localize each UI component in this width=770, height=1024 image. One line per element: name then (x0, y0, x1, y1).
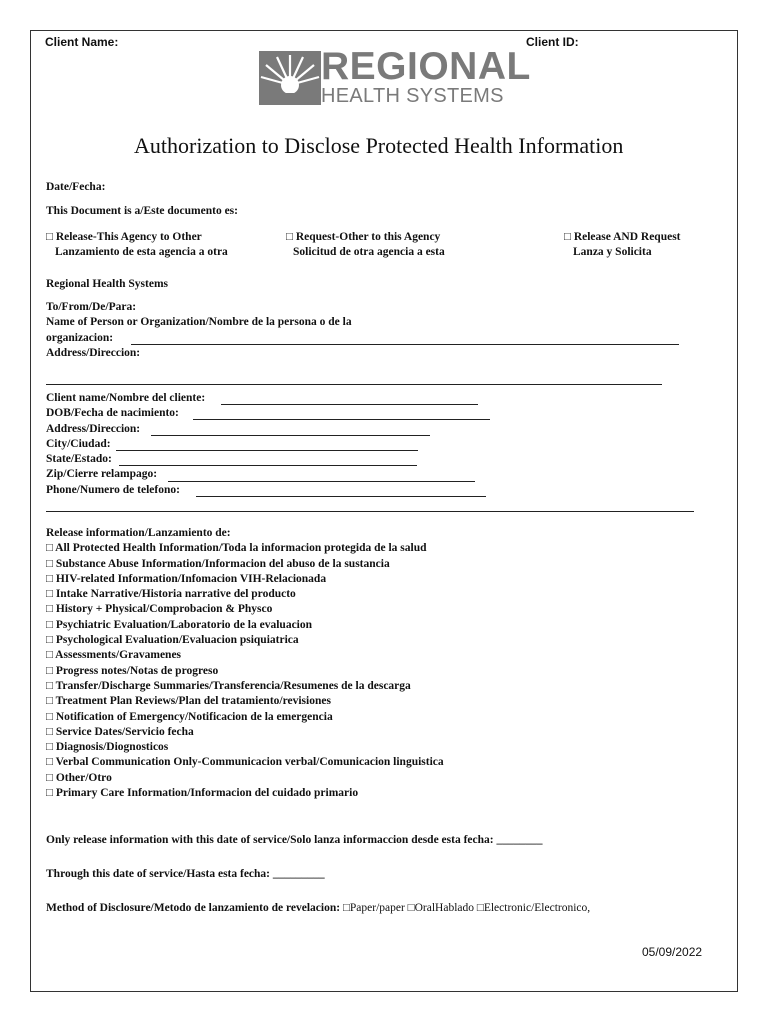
release-item-primary-care[interactable]: □ Primary Care Information/Informacion del cuidado primario (46, 787, 359, 800)
option-request-line2: Solicitud de otra agencia a esta (293, 246, 445, 259)
release-item-diagnosis[interactable]: □ Diagnosis/Diognosticos (46, 741, 169, 754)
document-type-label: This Document is a/Este documento es: (46, 205, 238, 217)
release-info-heading: Release information/Lanzamiento de: (46, 527, 231, 539)
option-release-and-request-line2: Lanza y Solicita (573, 246, 652, 259)
method-options[interactable]: □Paper/paper □OralHablado □Electronic/Electronico, (342, 902, 591, 914)
release-info-block (46, 526, 444, 801)
date-label: Date/Fecha: (46, 181, 106, 193)
logo-line-health-systems: HEALTH SYSTEMS (321, 85, 504, 107)
client-name-line[interactable] (221, 404, 478, 405)
client-id-label: Client ID: (526, 35, 579, 49)
release-item-assessments[interactable]: □ Assessments/Gravamenes (46, 649, 182, 662)
client-fields-block (46, 391, 205, 498)
through-date-label[interactable]: Through this date of service/Hasta esta fecha: _________ (46, 868, 325, 880)
zip-field-label: Zip/Cierre relampago: (46, 468, 158, 481)
option-request-line1: □ Request-Other to this Agency (286, 231, 441, 243)
release-item-emergency-notification[interactable]: □ Notification of Emergency/Notificacion de la emergencia (46, 710, 333, 723)
to-from-block (46, 300, 352, 361)
method-of-disclosure (46, 901, 590, 916)
organization-label-2: organizacion: (46, 331, 114, 344)
separator-line (46, 511, 694, 512)
regional-health-logo (259, 45, 531, 107)
only-release-date-label[interactable]: Only release information with this date of service/Solo lanza informaccion desde esta fecha: ________ (46, 834, 543, 846)
release-item-history-physical[interactable]: □ History + Physical/Comprobacion & Physco (46, 603, 273, 616)
state-line[interactable] (119, 465, 417, 466)
sunburst-logo-icon (259, 51, 321, 105)
client-address-field-label: Address/Direccion: (46, 422, 141, 435)
option-release[interactable] (46, 230, 228, 261)
phone-line[interactable] (196, 496, 486, 497)
release-item-psychiatric-eval[interactable]: □ Psychiatric Evaluation/Laboratorio de la evaluacion (46, 618, 313, 631)
option-release-and-request[interactable] (564, 230, 681, 261)
option-release-line1: □ Release-This Agency to Other (46, 231, 202, 243)
dob-line[interactable] (193, 419, 490, 420)
organization-address-label: Address/Direccion: (46, 346, 141, 359)
client-address-line[interactable] (151, 435, 430, 436)
page-title: Authorization to Disclose Protected Health Information (134, 133, 624, 158)
client-name-label: Client Name: (45, 35, 119, 49)
city-line[interactable] (116, 450, 418, 451)
option-request[interactable] (286, 230, 445, 261)
option-release-line2: Lanzamiento de esta agencia a otra (55, 246, 228, 259)
release-item-service-dates[interactable]: □ Service Dates/Servicio fecha (46, 725, 194, 738)
release-item-treatment-plan[interactable]: □ Treatment Plan Reviews/Plan del tratamiento/revisiones (46, 695, 331, 708)
client-name-field-label: Client name/Nombre del cliente: (46, 392, 206, 404)
release-item-phi[interactable]: □ All Protected Health Information/Toda la informacion protegida de la salud (46, 542, 427, 555)
organization-name-label: Name of Person or Organization/Nombre de la persona o de la (46, 316, 352, 329)
city-field-label: City/Ciudad: (46, 437, 111, 450)
organization-name-line[interactable] (131, 344, 679, 345)
organization-address-line[interactable] (46, 384, 662, 385)
method-label: Method of Disclosure/Metodo de lanzamiento de revelacion: (46, 902, 341, 914)
release-item-psychological-eval[interactable]: □ Psychological Evaluation/Evaluacion psiquiatrica (46, 634, 299, 647)
footer-date: 05/09/2022 (642, 945, 703, 959)
state-field-label: State/Estado: (46, 453, 112, 466)
form-page (30, 30, 738, 992)
phone-field-label: Phone/Numero de telefono: (46, 483, 180, 496)
release-item-progress-notes[interactable]: □ Progress notes/Notas de progreso (46, 664, 219, 677)
release-item-verbal-communication[interactable]: □ Verbal Communication Only-Communicacion verbal/Comunicacion linguistica (46, 756, 444, 769)
release-item-other[interactable]: □ Other/Otro (46, 771, 112, 784)
release-item-intake-narrative[interactable]: □ Intake Narrative/Historia narrative del producto (46, 588, 296, 601)
dob-field-label: DOB/Fecha de nacimiento: (46, 407, 179, 420)
zip-line[interactable] (168, 481, 475, 482)
to-from-label: To/From/De/Para: (46, 301, 137, 313)
logo-line-regional: REGIONAL (321, 45, 531, 88)
option-release-and-request-line1: □ Release AND Request (564, 231, 681, 243)
release-item-hiv[interactable]: □ HIV-related Information/Infomacion VIH-Relacionada (46, 572, 327, 585)
release-item-transfer-discharge[interactable]: □ Transfer/Discharge Summaries/Transferencia/Resumenes de la descarga (46, 679, 411, 692)
agency-name: Regional Health Systems (46, 278, 169, 290)
release-item-substance-abuse[interactable]: □ Substance Abuse Information/Informacion del abuso de la sustancia (46, 557, 390, 570)
